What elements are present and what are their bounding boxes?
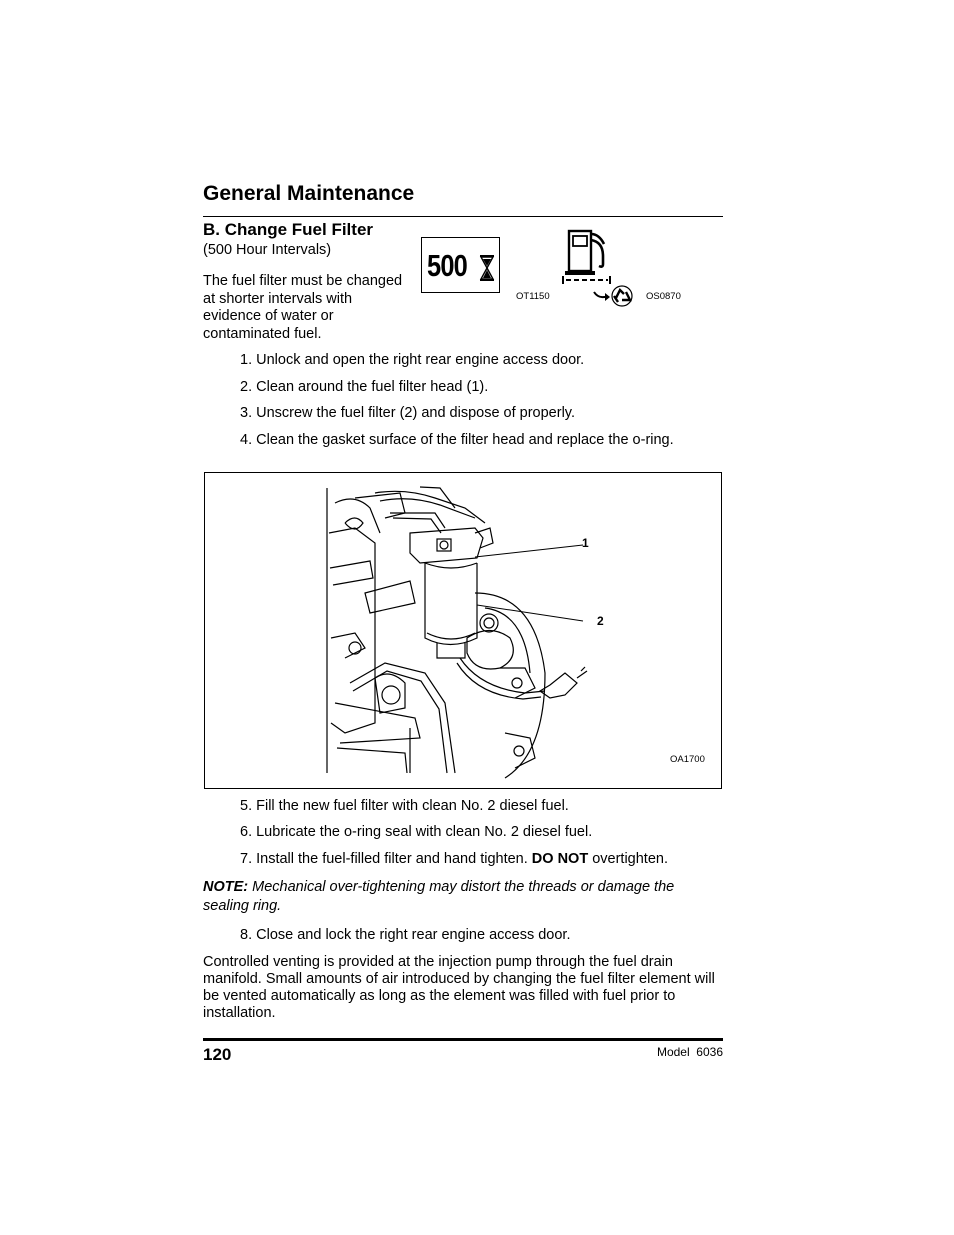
- dashed-measure-line: [562, 276, 612, 284]
- interval-text: (500 Hour Intervals): [203, 242, 332, 258]
- closing-paragraph: Controlled venting is provided at the injection pump through the fuel drain manifold. Small amounts of air introduced by changing the fuel filter element will be vented automatically as long as the element was filled with fuel prior to installation.: [203, 954, 715, 1021]
- header-rule: [203, 216, 723, 217]
- note-paragraph: [203, 878, 723, 916]
- callout-1: 1: [582, 536, 589, 550]
- recycle-icon: [592, 284, 634, 308]
- figure-id: OA1700: [670, 754, 705, 765]
- intro-paragraph: The fuel filter must be changed at shorter intervals with evidence of water or contaminated fuel.: [203, 273, 403, 342]
- engine-fuel-filter-illustration: [205, 473, 721, 788]
- footer-rule: [203, 1038, 723, 1041]
- note-label: NOTE:: [203, 879, 249, 895]
- page-number: 120: [203, 1045, 232, 1064]
- section-title: General Maintenance: [203, 182, 415, 205]
- icon-label-left: OT1150: [516, 291, 550, 302]
- model-label: Model 6036: [656, 1045, 723, 1059]
- step-1: 1. Unlock and open the right rear engine access door.: [240, 352, 585, 368]
- step-3: 3. Unscrew the fuel filter (2) and dispose of properly.: [240, 405, 576, 421]
- step-7-text: 7. Install the fuel-filled filter and hand tighten.: [240, 851, 532, 867]
- step-8: 8. Close and lock the right rear engine access door.: [240, 927, 571, 943]
- step-7: [240, 850, 668, 868]
- step-5: 5. Fill the new fuel filter with clean No. 2 diesel fuel.: [240, 798, 569, 814]
- hourglass-icon: [479, 255, 495, 281]
- fuel-pump-icon: [561, 228, 611, 280]
- step-2: 2. Clean around the fuel filter head (1).: [240, 379, 489, 395]
- step-7-text-end: overtighten.: [588, 851, 668, 867]
- callout-2: 2: [597, 614, 604, 628]
- hours-value: 500: [427, 248, 467, 283]
- note-text: Mechanical over-tightening may distort the threads or damage the sealing ring.: [203, 879, 675, 914]
- step-4: 4. Clean the gasket surface of the filter head and replace the o-ring.: [240, 432, 674, 448]
- figure-frame: [204, 472, 722, 789]
- subsection-title: B. Change Fuel Filter: [203, 220, 374, 239]
- icon-label-right: OS0870: [646, 291, 681, 302]
- step-6: 6. Lubricate the o-ring seal with clean No. 2 diesel fuel.: [240, 824, 593, 840]
- step-7-warning: DO NOT: [531, 851, 589, 867]
- service-interval-box: [421, 237, 500, 293]
